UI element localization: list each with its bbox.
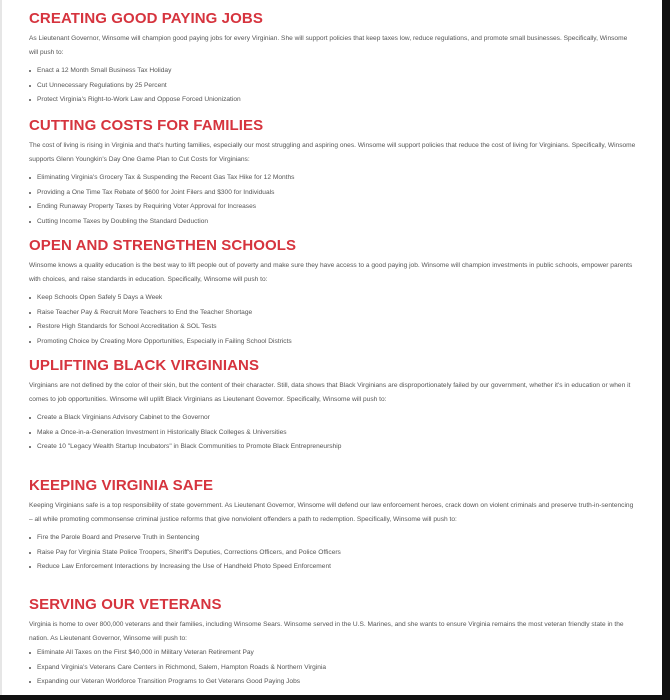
section-heading: SERVING OUR VETERANS xyxy=(29,596,222,613)
list-item: Fire the Parole Board and Preserve Truth in Sentencing xyxy=(29,531,637,546)
bullet-list xyxy=(29,646,637,690)
bullet-list xyxy=(29,64,637,108)
section-keeping-virginia-safe xyxy=(29,476,637,575)
section-heading: KEEPING VIRGINIA SAFE xyxy=(29,477,214,494)
section-heading: OPEN AND STRENGTHEN SCHOOLS xyxy=(29,237,297,254)
section-intro: Virginia is home to over 800,000 veterans and their families, including Winsome Sears. Winsome served in the U.S. Marines, and she wants to ensure Virginia remains the most veteran friendly state in the nation. As Lieutenant Governor, Winsome will push to: xyxy=(29,621,624,642)
bullet-list xyxy=(29,531,637,575)
list-item: Expanding our Veteran Workforce Transition Programs to Get Veterans Good Paying Jobs xyxy=(29,675,637,690)
section-creating-good-paying-jobs xyxy=(29,9,637,108)
bottom-edge-border xyxy=(0,695,670,700)
list-item: Promoting Choice by Creating More Opportunities, Especially in Failing School Districts xyxy=(29,335,637,350)
list-item: Protect Virginia's Right-to-Work Law and Oppose Forced Unionization xyxy=(29,93,637,108)
list-item: Expand Virginia's Veterans Care Centers in Richmond, Salem, Hampton Roads & Northern Virginia xyxy=(29,661,637,676)
section-heading: UPLIFTING BLACK VIRGINIANS xyxy=(29,357,260,374)
list-item: Make a Once-in-a-Generation Investment in Historically Black Colleges & Universities xyxy=(29,426,637,441)
section-cutting-costs-for-families xyxy=(29,116,637,229)
left-edge xyxy=(0,0,2,700)
list-item: Restore High Standards for School Accreditation & SOL Tests xyxy=(29,320,637,335)
section-intro: Virginians are not defined by the color of their skin, but the content of their character. Still, data shows that Black Virginians are disproportionately failed by our government, whether it's in education or when it comes to job opportunities. Winsome will uplift Black Virginians as Lieutenant Governor. Specifically, Winsome will push to: xyxy=(29,382,631,403)
list-item: Raise Teacher Pay & Recruit More Teachers to End the Teacher Shortage xyxy=(29,306,637,321)
bullet-list xyxy=(29,171,637,229)
list-item: Keep Schools Open Safely 5 Days a Week xyxy=(29,291,637,306)
list-item: Cut Unnecessary Regulations by 25 Percent xyxy=(29,79,637,94)
list-item: Cutting Income Taxes by Doubling the Standard Deduction xyxy=(29,215,637,230)
section-intro: As Lieutenant Governor, Winsome will champion good paying jobs for every Virginian. She will support policies that keep taxes low, reduce regulations, and promote small businesses. Specifically, Winsome will push to: xyxy=(29,35,628,56)
right-edge-border xyxy=(662,0,670,700)
list-item: Create 10 "Legacy Wealth Startup Incubators" in Black Communities to Promote Black Entrepreneurship xyxy=(29,440,637,455)
list-item: Ending Runaway Property Taxes by Requiring Voter Approval for Increases xyxy=(29,200,637,215)
list-item: Eliminate All Taxes on the First $40,000 in Military Veteran Retirement Pay xyxy=(29,646,637,661)
bullet-list xyxy=(29,291,637,349)
list-item: Reduce Law Enforcement Interactions by Increasing the Use of Handheld Photo Speed Enforcement xyxy=(29,560,637,575)
section-heading: CREATING GOOD PAYING JOBS xyxy=(29,10,263,27)
section-intro: The cost of living is rising in Virginia and that's hurting families, especially our most struggling and aspiring ones. Winsome will support policies that reduce the cost of living for Virginians. Specifically, Winsome supports Glenn Youngkin's Day One Game Plan to Cut Costs for Virginians: xyxy=(29,142,636,163)
section-intro: Keeping Virginians safe is a top responsibility of state government. As Lieutenant Governor, Winsome will defend our law enforcement heroes, crack down on violent criminals and preserve truth-in-sentencing – all while promoting commonsense criminal justice reforms that give nonviolent offenders a path to redemption. Specifically, Winsome will push to: xyxy=(29,502,634,523)
list-item: Enact a 12 Month Small Business Tax Holiday xyxy=(29,64,637,79)
bullet-list xyxy=(29,411,637,455)
section-heading: CUTTING COSTS FOR FAMILIES xyxy=(29,117,264,134)
list-item: Eliminating Virginia's Grocery Tax & Suspending the Recent Gas Tax Hike for 12 Months xyxy=(29,171,637,186)
section-open-and-strengthen-schools xyxy=(29,236,637,349)
list-item: Raise Pay for Virginia State Police Troopers, Sheriff's Deputies, Corrections Officers, and Police Officers xyxy=(29,546,637,561)
section-serving-our-veterans xyxy=(29,595,637,690)
list-item: Create a Black Virginians Advisory Cabinet to the Governor xyxy=(29,411,637,426)
section-intro: Winsome knows a quality education is the best way to lift people out of poverty and make sure they have access to a good paying job. Winsome will champion investments in public schools, empower parents with choices, and raise standards in education. Specifically, Winsome will push to: xyxy=(29,262,633,283)
list-item: Providing a One Time Tax Rebate of $600 for Joint Filers and $300 for Individuals xyxy=(29,186,637,201)
section-uplifting-black-virginians xyxy=(29,356,637,455)
